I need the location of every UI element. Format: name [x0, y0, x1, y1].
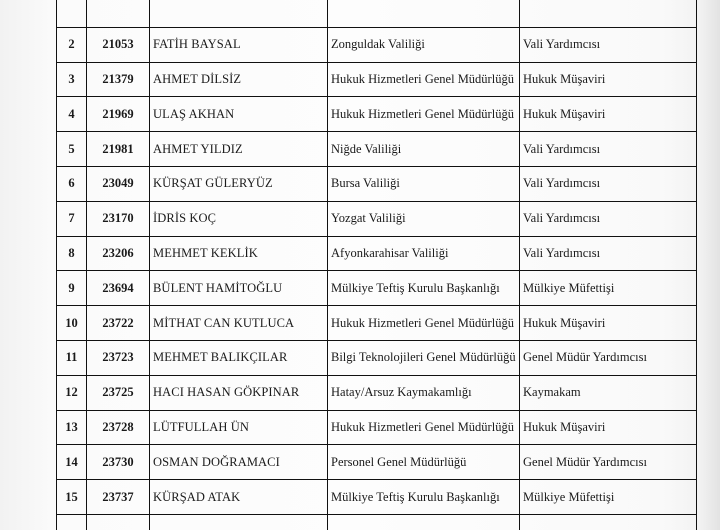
row-number-cell: 14 — [57, 445, 87, 480]
unit-name-cell: Hukuk Hizmetleri Genel Müdürlüğü — [328, 97, 520, 132]
job-title-cell: Mülkiye Müfettişi — [520, 480, 697, 515]
registry-number-cell: 23725 — [87, 375, 150, 410]
person-name-cell — [150, 0, 328, 27]
unit-name-cell — [328, 0, 520, 27]
row-number-cell: 12 — [57, 375, 87, 410]
row-number-cell: 10 — [57, 306, 87, 341]
table-row — [57, 514, 697, 530]
unit-name-cell: Afyonkarahisar Valiliği — [328, 236, 520, 271]
job-title-cell: Hukuk Müşaviri — [520, 410, 697, 445]
unit-name-cell: Niğde Valiliği — [328, 132, 520, 167]
registry-number-cell: 23730 — [87, 445, 150, 480]
unit-name-cell: Mülkiye Teftiş Kurulu Başkanlığı — [328, 480, 520, 515]
job-title-cell: Genel Müdür Yardımcısı — [520, 445, 697, 480]
registry-number-cell: 23206 — [87, 236, 150, 271]
unit-name-cell: Hukuk Hizmetleri Genel Müdürlüğü — [328, 410, 520, 445]
row-number-cell: 6 — [57, 166, 87, 201]
table-row — [57, 480, 697, 515]
row-number-cell: 8 — [57, 236, 87, 271]
registry-number-cell: 23049 — [87, 166, 150, 201]
unit-name-cell — [328, 514, 520, 530]
job-title-cell: Vali Yardımcısı — [520, 236, 697, 271]
row-number-cell: 15 — [57, 480, 87, 515]
job-title-cell: Hukuk Müşaviri — [520, 97, 697, 132]
table-row — [57, 166, 697, 201]
person-name-cell: KÜRŞAD ATAK — [150, 480, 328, 515]
table-row — [57, 62, 697, 97]
table-row — [57, 271, 697, 306]
registry-number-cell: 21053 — [87, 27, 150, 62]
job-title-cell: Vali Yardımcısı — [520, 27, 697, 62]
job-title-cell: Vali Yardımcısı — [520, 132, 697, 167]
job-title-cell: Hukuk Müşaviri — [520, 306, 697, 341]
row-number-cell — [57, 0, 87, 27]
job-title-cell — [520, 514, 697, 530]
registry-number-cell: 23728 — [87, 410, 150, 445]
table-row — [57, 236, 697, 271]
table-row — [57, 132, 697, 167]
person-name-cell: ULAŞ AKHAN — [150, 97, 328, 132]
personnel-table-body — [57, 0, 697, 530]
job-title-cell: Mülkiye Müfettişi — [520, 271, 697, 306]
person-name-cell: HACI HASAN GÖKPINAR — [150, 375, 328, 410]
registry-number-cell — [87, 0, 150, 27]
unit-name-cell: Yozgat Valiliği — [328, 201, 520, 236]
unit-name-cell: Personel Genel Müdürlüğü — [328, 445, 520, 480]
person-name-cell: KÜRŞAT GÜLERYÜZ — [150, 166, 328, 201]
table-row — [57, 0, 697, 27]
table-row — [57, 201, 697, 236]
registry-number-cell: 23170 — [87, 201, 150, 236]
registry-number-cell: 21969 — [87, 97, 150, 132]
row-number-cell: 4 — [57, 97, 87, 132]
person-name-cell: MEHMET KEKLİK — [150, 236, 328, 271]
unit-name-cell: Bilgi Teknolojileri Genel Müdürlüğü — [328, 340, 520, 375]
row-number-cell — [57, 514, 87, 530]
registry-number-cell: 21981 — [87, 132, 150, 167]
unit-name-cell: Hukuk Hizmetleri Genel Müdürlüğü — [328, 62, 520, 97]
person-name-cell: AHMET DİLSİZ — [150, 62, 328, 97]
page-edge-shadow — [698, 0, 720, 530]
registry-number-cell: 23722 — [87, 306, 150, 341]
table-row — [57, 410, 697, 445]
job-title-cell: Vali Yardımcısı — [520, 201, 697, 236]
person-name-cell: MİTHAT CAN KUTLUCA — [150, 306, 328, 341]
registry-number-cell: 23694 — [87, 271, 150, 306]
table-row — [57, 375, 697, 410]
unit-name-cell: Mülkiye Teftiş Kurulu Başkanlığı — [328, 271, 520, 306]
table-row — [57, 445, 697, 480]
table-row — [57, 27, 697, 62]
registry-number-cell: 23723 — [87, 340, 150, 375]
person-name-cell: İDRİS KOÇ — [150, 201, 328, 236]
table-row — [57, 97, 697, 132]
registry-number-cell — [87, 514, 150, 530]
table-row — [57, 306, 697, 341]
job-title-cell: Vali Yardımcısı — [520, 166, 697, 201]
unit-name-cell: Hukuk Hizmetleri Genel Müdürlüğü — [328, 306, 520, 341]
row-number-cell: 3 — [57, 62, 87, 97]
registry-number-cell: 23737 — [87, 480, 150, 515]
person-name-cell: MEHMET BALIKÇILAR — [150, 340, 328, 375]
table-row — [57, 340, 697, 375]
unit-name-cell: Zonguldak Valiliği — [328, 27, 520, 62]
person-name-cell: LÜTFULLAH ÜN — [150, 410, 328, 445]
row-number-cell: 13 — [57, 410, 87, 445]
job-title-cell: Hukuk Müşaviri — [520, 62, 697, 97]
unit-name-cell: Hatay/Arsuz Kaymakamlığı — [328, 375, 520, 410]
person-name-cell — [150, 514, 328, 530]
job-title-cell: Genel Müdür Yardımcısı — [520, 340, 697, 375]
job-title-cell — [520, 0, 697, 27]
person-name-cell: FATİH BAYSAL — [150, 27, 328, 62]
personnel-table — [56, 0, 697, 530]
row-number-cell: 5 — [57, 132, 87, 167]
row-number-cell: 7 — [57, 201, 87, 236]
row-number-cell: 2 — [57, 27, 87, 62]
row-number-cell: 9 — [57, 271, 87, 306]
person-name-cell: AHMET YILDIZ — [150, 132, 328, 167]
person-name-cell: OSMAN DOĞRAMACI — [150, 445, 328, 480]
row-number-cell: 11 — [57, 340, 87, 375]
person-name-cell: BÜLENT HAMİTOĞLU — [150, 271, 328, 306]
unit-name-cell: Bursa Valiliği — [328, 166, 520, 201]
registry-number-cell: 21379 — [87, 62, 150, 97]
job-title-cell: Kaymakam — [520, 375, 697, 410]
